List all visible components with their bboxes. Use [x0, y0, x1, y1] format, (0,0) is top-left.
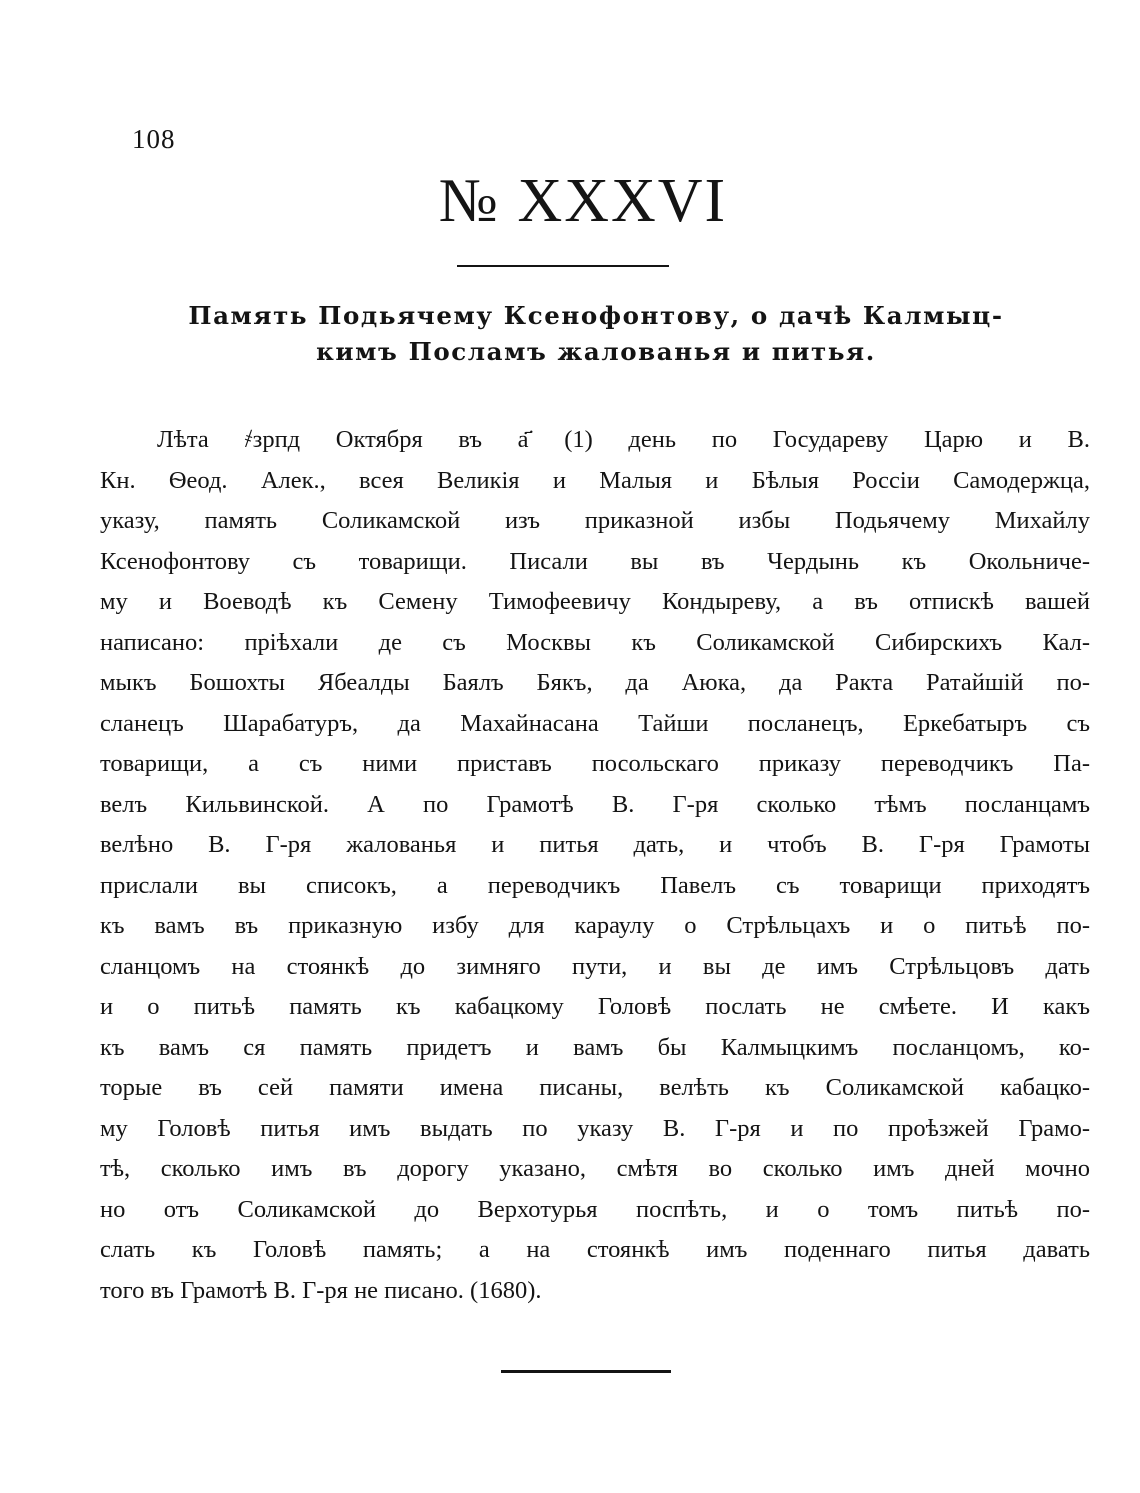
body-line: указу, память Соликамской изъ приказной избы Подьячему Михайлу: [100, 507, 1090, 534]
body-line: но отъ Соликамской до Верхотурья поспѣть, и о томъ питьѣ по-: [100, 1195, 1090, 1223]
body-line: мыкъ Бошохты Ябеалды Баялъ Бякъ, да Аюка, да Ракта Ратайшій по-: [100, 669, 1090, 696]
body-line: велъ Кильвинской. А по Грамотѣ В. Г-ря сколько тѣмъ посланцамъ: [100, 790, 1090, 818]
body-line: товарищи, а съ ними приставъ посольскаго приказу переводчикъ Па-: [100, 750, 1090, 777]
document-number: № XXXVI: [438, 167, 728, 235]
body-line: къ вамъ въ приказную избу для караулу о Стрѣльцахъ и о питьѣ по-: [100, 912, 1090, 939]
document-heading: [104, 298, 1088, 370]
body-line: того въ Грамотѣ В. Г-ря не писано. (1680).: [100, 1276, 542, 1304]
body-line: сланцомъ на стоянкѣ до зимняго пути, и вы де имъ Стрѣльцовъ дать: [100, 952, 1090, 980]
body-line: тѣ, сколько имъ въ дорогу указано, смѣтя во сколько имъ дней мочно: [100, 1155, 1090, 1182]
body-line: торые въ сей памяти имена писаны, велѣть къ Соликамской кабацко-: [100, 1074, 1090, 1101]
document-body: [100, 420, 1090, 1311]
body-line: Лѣта ҂зрпд Октября въ а҃ (1) день по Государеву Царю и В.: [157, 426, 1090, 453]
page-number: 108: [132, 124, 176, 154]
body-line: Кн. Ѳеод. Алек., всея Великія и Малыя и Бѣлыя Россіи Самодержца,: [100, 466, 1090, 494]
body-line: прислали вы списокъ, а переводчикъ Павелъ съ товарищи приходятъ: [100, 871, 1090, 899]
body-line: и о питьѣ память къ кабацкому Головѣ послать не смѣете. И какъ: [100, 993, 1090, 1020]
body-line: слать къ Головѣ память; а на стоянкѣ имъ поденнаго питья давать: [100, 1236, 1090, 1263]
body-line: написано: пріѣхали де съ Москвы къ Соликамской Сибирскихъ Кал-: [100, 628, 1090, 656]
heading-line: Память Подьячему Ксенофонтову, о дачѣ Калмыц-: [188, 301, 1004, 330]
body-line: сланецъ Шарабатуръ, да Махайнасана Тайши посланецъ, Еркебатыръ съ: [100, 709, 1090, 737]
body-line: му и Воеводѣ къ Семену Тимофеевичу Кондыреву, а въ отпискѣ вашей: [100, 588, 1090, 615]
body-line: му Головѣ питья имъ выдать по указу В. Г-ря и по проѣзжей Грамо-: [100, 1114, 1090, 1142]
heading-line: кимъ Посламъ жалованья и питья.: [316, 337, 876, 366]
body-line: велѣно В. Г-ря жалованья и питья дать, и чтобъ В. Г-ря Грамоты: [100, 831, 1090, 858]
body-line: Ксенофонтову съ товарищи. Писали вы въ Чердынь къ Окольниче-: [100, 547, 1090, 575]
bottom-divider: [501, 1370, 671, 1373]
top-divider: [457, 265, 669, 267]
body-line: къ вамъ ся память придетъ и вамъ бы Калмыцкимъ посланцомъ, ко-: [100, 1033, 1090, 1061]
